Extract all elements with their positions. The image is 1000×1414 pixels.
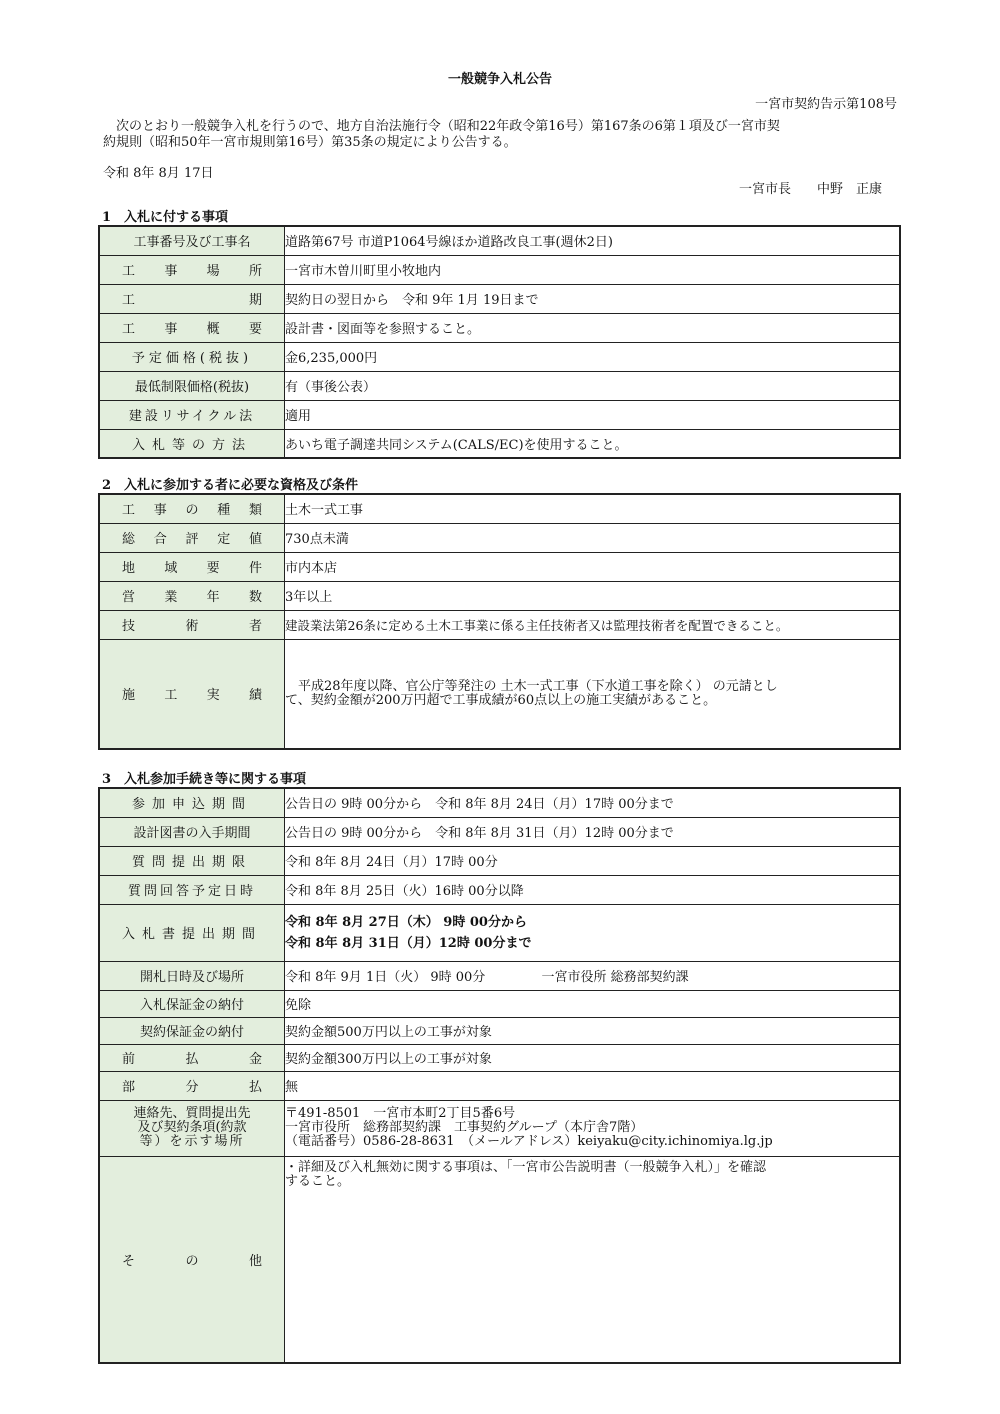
label-text: 建設リサイクル法 <box>128 409 256 424</box>
table-row <box>99 846 900 875</box>
section1-heading: 1 入札に付する事項 <box>102 210 229 225</box>
table-row <box>99 788 900 817</box>
row-value: 無 <box>285 1071 901 1100</box>
table-row <box>99 400 900 429</box>
row-label <box>99 1156 285 1363</box>
label-text: 最低制限価格(税抜) <box>134 380 250 395</box>
intro-text <box>103 119 893 151</box>
row-value: 3年以上 <box>285 581 901 610</box>
contact-address: 〒491-8501 一宮市本町2丁目5番6号 <box>285 1106 516 1121</box>
opening-date: 令和 8年 9月 1日（火） 9時 00分 <box>285 970 486 985</box>
row-label <box>99 1017 285 1044</box>
mayor-name: 一宮市長 中野 正康 <box>738 182 882 197</box>
label-text: 質問回答予定日時 <box>127 884 256 899</box>
label-text: 入札書提出期間 <box>121 927 262 942</box>
table-row <box>99 226 900 255</box>
row-label <box>99 846 285 875</box>
label-text: 入札等の方法 <box>131 437 252 453</box>
section2-heading: 2 入札に参加する者に必要な資格及び条件 <box>102 478 359 493</box>
row-value: 令和 8年 8月 24日（月）17時 00分 <box>285 846 901 875</box>
label-spaced: 工 事 の 種 類 <box>122 503 262 519</box>
table-row <box>99 284 900 313</box>
label-spaced: 部 分 払 <box>122 1080 262 1095</box>
table-row <box>99 875 900 904</box>
table-row <box>99 371 900 400</box>
label-spaced: そ の 他 <box>122 1253 262 1269</box>
label-text: 工事番号及び工事名 <box>133 235 251 251</box>
table-row <box>99 342 900 371</box>
row-value: 金6,235,000円 <box>285 342 901 371</box>
row-label <box>99 990 285 1017</box>
row-value: 道路第67号 市道P1064号線ほか道路改良工事(週休2日) <box>285 226 901 255</box>
row-value: 市内本店 <box>285 552 901 581</box>
section3-table <box>98 787 901 1364</box>
row-label <box>99 961 285 990</box>
label-spaced: 技 術 者 <box>122 619 262 634</box>
label-text: 参加申込期間 <box>131 797 252 813</box>
intro-line-2: 約規則（昭和50年一宮市規則第16号）第35条の規定により公告する。 <box>103 135 517 150</box>
table-row <box>99 429 900 458</box>
record-line-1: 平成28年度以降、官公庁等発注の 土木一式工事（下水道工事を除く） の元請とし <box>285 678 778 694</box>
table-row <box>99 1100 900 1156</box>
row-value <box>285 961 901 990</box>
row-label <box>99 1044 285 1071</box>
label-text: 開札日時及び場所 <box>139 970 244 985</box>
table-row <box>99 904 900 961</box>
table-row <box>99 494 900 523</box>
label-text: 入札保証金の納付 <box>139 998 244 1013</box>
row-label <box>99 284 285 313</box>
row-value: 適用 <box>285 400 901 429</box>
table-row <box>99 523 900 552</box>
intro-line-1: 次のとおり一般競争入札を行うので、地方自治法施行令（昭和22年政令第16号）第167条の6第１項及び一宮市契 <box>103 119 780 134</box>
row-value: 契約金額500万円以上の工事が対象 <box>285 1017 901 1044</box>
row-label <box>99 313 285 342</box>
label-text: 予定価格(税抜) <box>131 351 253 366</box>
row-value <box>285 639 901 749</box>
row-label <box>99 1100 285 1156</box>
row-value: 730点未満 <box>285 523 901 552</box>
table-row <box>99 961 900 990</box>
label-spaced: 工 期 <box>122 293 262 308</box>
row-label <box>99 226 285 255</box>
section3-heading: 3 入札参加手続き等に関する事項 <box>102 772 307 787</box>
notice-date: 令和 8年 8月 17日 <box>103 166 214 181</box>
other-line-1: ・詳細及び入札無効に関する事項は、「一宮市公告説明書（一般競争入札）」を確認 <box>285 1159 767 1175</box>
row-label <box>99 429 285 458</box>
label-text: 質問提出期限 <box>131 855 252 870</box>
row-value: 令和 8年 8月 25日（火）16時 00分以降 <box>285 875 901 904</box>
table-row <box>99 552 900 581</box>
table-row <box>99 1071 900 1100</box>
notice-number: 一宮市契約告示第108号 <box>755 97 897 112</box>
row-label <box>99 1071 285 1100</box>
row-value: 土木一式工事 <box>285 494 901 523</box>
label-text: 設計図書の入手期間 <box>133 826 251 841</box>
row-value: 公告日の 9時 00分から 令和 8年 8月 24日（月）17時 00分まで <box>285 788 901 817</box>
row-value: 免除 <box>285 990 901 1017</box>
row-value <box>285 904 901 961</box>
row-label <box>99 875 285 904</box>
row-label <box>99 904 285 961</box>
contact-label-3: 等）を示す場所 <box>139 1134 245 1149</box>
contact-phone-email: （電話番号）0586-28-8631 （メールアドレス）keiyaku@city.ichinomiya.lg.jp <box>285 1134 773 1149</box>
table-row <box>99 581 900 610</box>
row-value: 契約金額300万円以上の工事が対象 <box>285 1044 901 1071</box>
row-value <box>285 1156 901 1363</box>
row-value: 設計書・図面等を参照すること。 <box>285 313 901 342</box>
row-label <box>99 788 285 817</box>
label-spaced: 施 工 実 績 <box>122 688 262 704</box>
row-value <box>285 1100 901 1156</box>
row-label <box>99 523 285 552</box>
record-line-2: て、契約金額が200万円超で工事成績が60点以上の施工実績があること。 <box>285 692 717 708</box>
table-row <box>99 610 900 639</box>
row-label <box>99 371 285 400</box>
row-value: 契約日の翌日から 令和 9年 1月 19日まで <box>285 284 901 313</box>
other-line-2: すること。 <box>285 1173 351 1189</box>
table-row <box>99 313 900 342</box>
label-spaced: 地 域 要 件 <box>122 561 262 576</box>
row-value: 一宮市木曽川町里小牧地内 <box>285 255 901 284</box>
label-spaced: 総 合 評 定 値 <box>122 532 262 547</box>
section2-table <box>98 493 901 750</box>
contact-label-1: 連絡先、質問提出先 <box>133 1106 251 1121</box>
row-value: 建設業法第26条に定める土木工事業に係る主任技術者又は監理技術者を配置できること。 <box>285 610 901 639</box>
table-row <box>99 1044 900 1071</box>
row-label <box>99 610 285 639</box>
row-label <box>99 400 285 429</box>
table-row <box>99 255 900 284</box>
row-label <box>99 255 285 284</box>
contact-office: 一宮市役所 総務部契約課 工事契約グループ（本庁舎7階） <box>285 1120 644 1135</box>
row-value: 公告日の 9時 00分から 令和 8年 8月 31日（月）12時 00分まで <box>285 817 901 846</box>
table-row <box>99 1017 900 1044</box>
row-label <box>99 342 285 371</box>
bid-period-end: 令和 8年 8月 31日（月）12時 00分まで <box>285 935 532 951</box>
label-spaced: 前 払 金 <box>122 1052 262 1067</box>
table-row <box>99 639 900 749</box>
opening-place: 一宮市役所 総務部契約課 <box>541 970 689 985</box>
label-spaced: 工 事 概 要 <box>122 322 262 337</box>
row-value: 有（事後公表） <box>285 371 901 400</box>
table-row <box>99 817 900 846</box>
label-text: 契約保証金の納付 <box>139 1025 244 1040</box>
row-label <box>99 494 285 523</box>
label-spaced: 工 事 場 所 <box>122 264 262 279</box>
page-title: 一般競争入札公告 <box>447 72 552 87</box>
table-row <box>99 1156 900 1363</box>
row-label <box>99 817 285 846</box>
section1-table <box>98 225 901 459</box>
table-row <box>99 990 900 1017</box>
row-label <box>99 552 285 581</box>
bid-period-start: 令和 8年 8月 27日（木） 9時 00分から <box>285 914 527 930</box>
row-value: あいち電子調達共同システム(CALS/EC)を使用すること。 <box>285 429 901 458</box>
contact-label-2: 及び契約条項(約款 <box>137 1120 247 1135</box>
label-spaced: 営 業 年 数 <box>122 590 262 605</box>
row-label <box>99 581 285 610</box>
row-label <box>99 639 285 749</box>
